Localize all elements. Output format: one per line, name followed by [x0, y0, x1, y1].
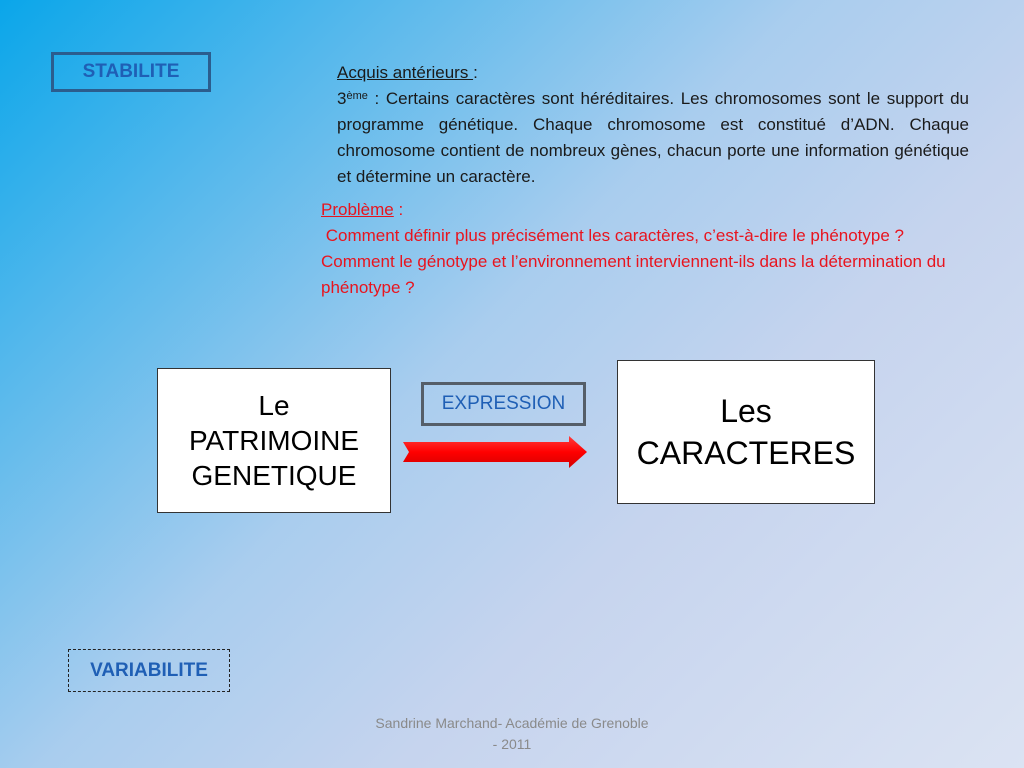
footer-year: - 2011 [492, 736, 532, 752]
prior-knowledge-body: : Certains caractères sont héréditaires. Les chromosomes sont le support du programme génétique. Chaque chromosome est constitué d’ADN. Chaque chromosome contient de nombreux gènes, chacun porte une information génétique et détermine un caractère. [337, 89, 969, 186]
patrimoine-line-2: PATRIMOINE [188, 425, 360, 456]
patrimoine-genetique-box [157, 368, 391, 513]
expression-label: EXPRESSION [441, 393, 566, 414]
prior-knowledge-heading-line [337, 60, 969, 86]
stabilite-label: STABILITE [82, 61, 180, 82]
problem-heading-line [321, 197, 1011, 223]
patrimoine-line-1: Le [258, 390, 290, 421]
caracteres-line-2: CARACTERES [636, 435, 856, 471]
problem-block [321, 197, 1011, 301]
stabilite-label-box [51, 52, 211, 92]
caracteres-box [617, 360, 875, 504]
patrimoine-line-3: GENETIQUE [191, 460, 357, 491]
prior-knowledge-block [337, 60, 969, 190]
variabilite-label-box [68, 649, 230, 692]
variabilite-label: VARIABILITE [90, 659, 208, 681]
expression-label-box [421, 382, 586, 426]
problem-heading: Problème [321, 200, 394, 219]
grade-superscript: ème [346, 90, 368, 102]
problem-question-1: Comment définir plus précisément les caractères, c’est-à-dire le phénotype ? [321, 226, 904, 245]
problem-heading-colon: : [393, 200, 404, 219]
caracteres-line-1: Les [720, 393, 772, 429]
grade-number: 3 [337, 89, 347, 108]
prior-knowledge-text [337, 86, 969, 190]
expression-arrow-icon [403, 434, 589, 470]
footer-author: Sandrine Marchand- Académie de Grenoble [375, 715, 649, 731]
prior-knowledge-heading-colon: : [473, 63, 478, 82]
footer-credit [350, 713, 674, 755]
problem-question-2: Comment le génotype et l’environnement interviennent-ils dans la détermination du phénotype ? [321, 252, 946, 297]
prior-knowledge-heading: Acquis antérieurs [337, 63, 474, 82]
